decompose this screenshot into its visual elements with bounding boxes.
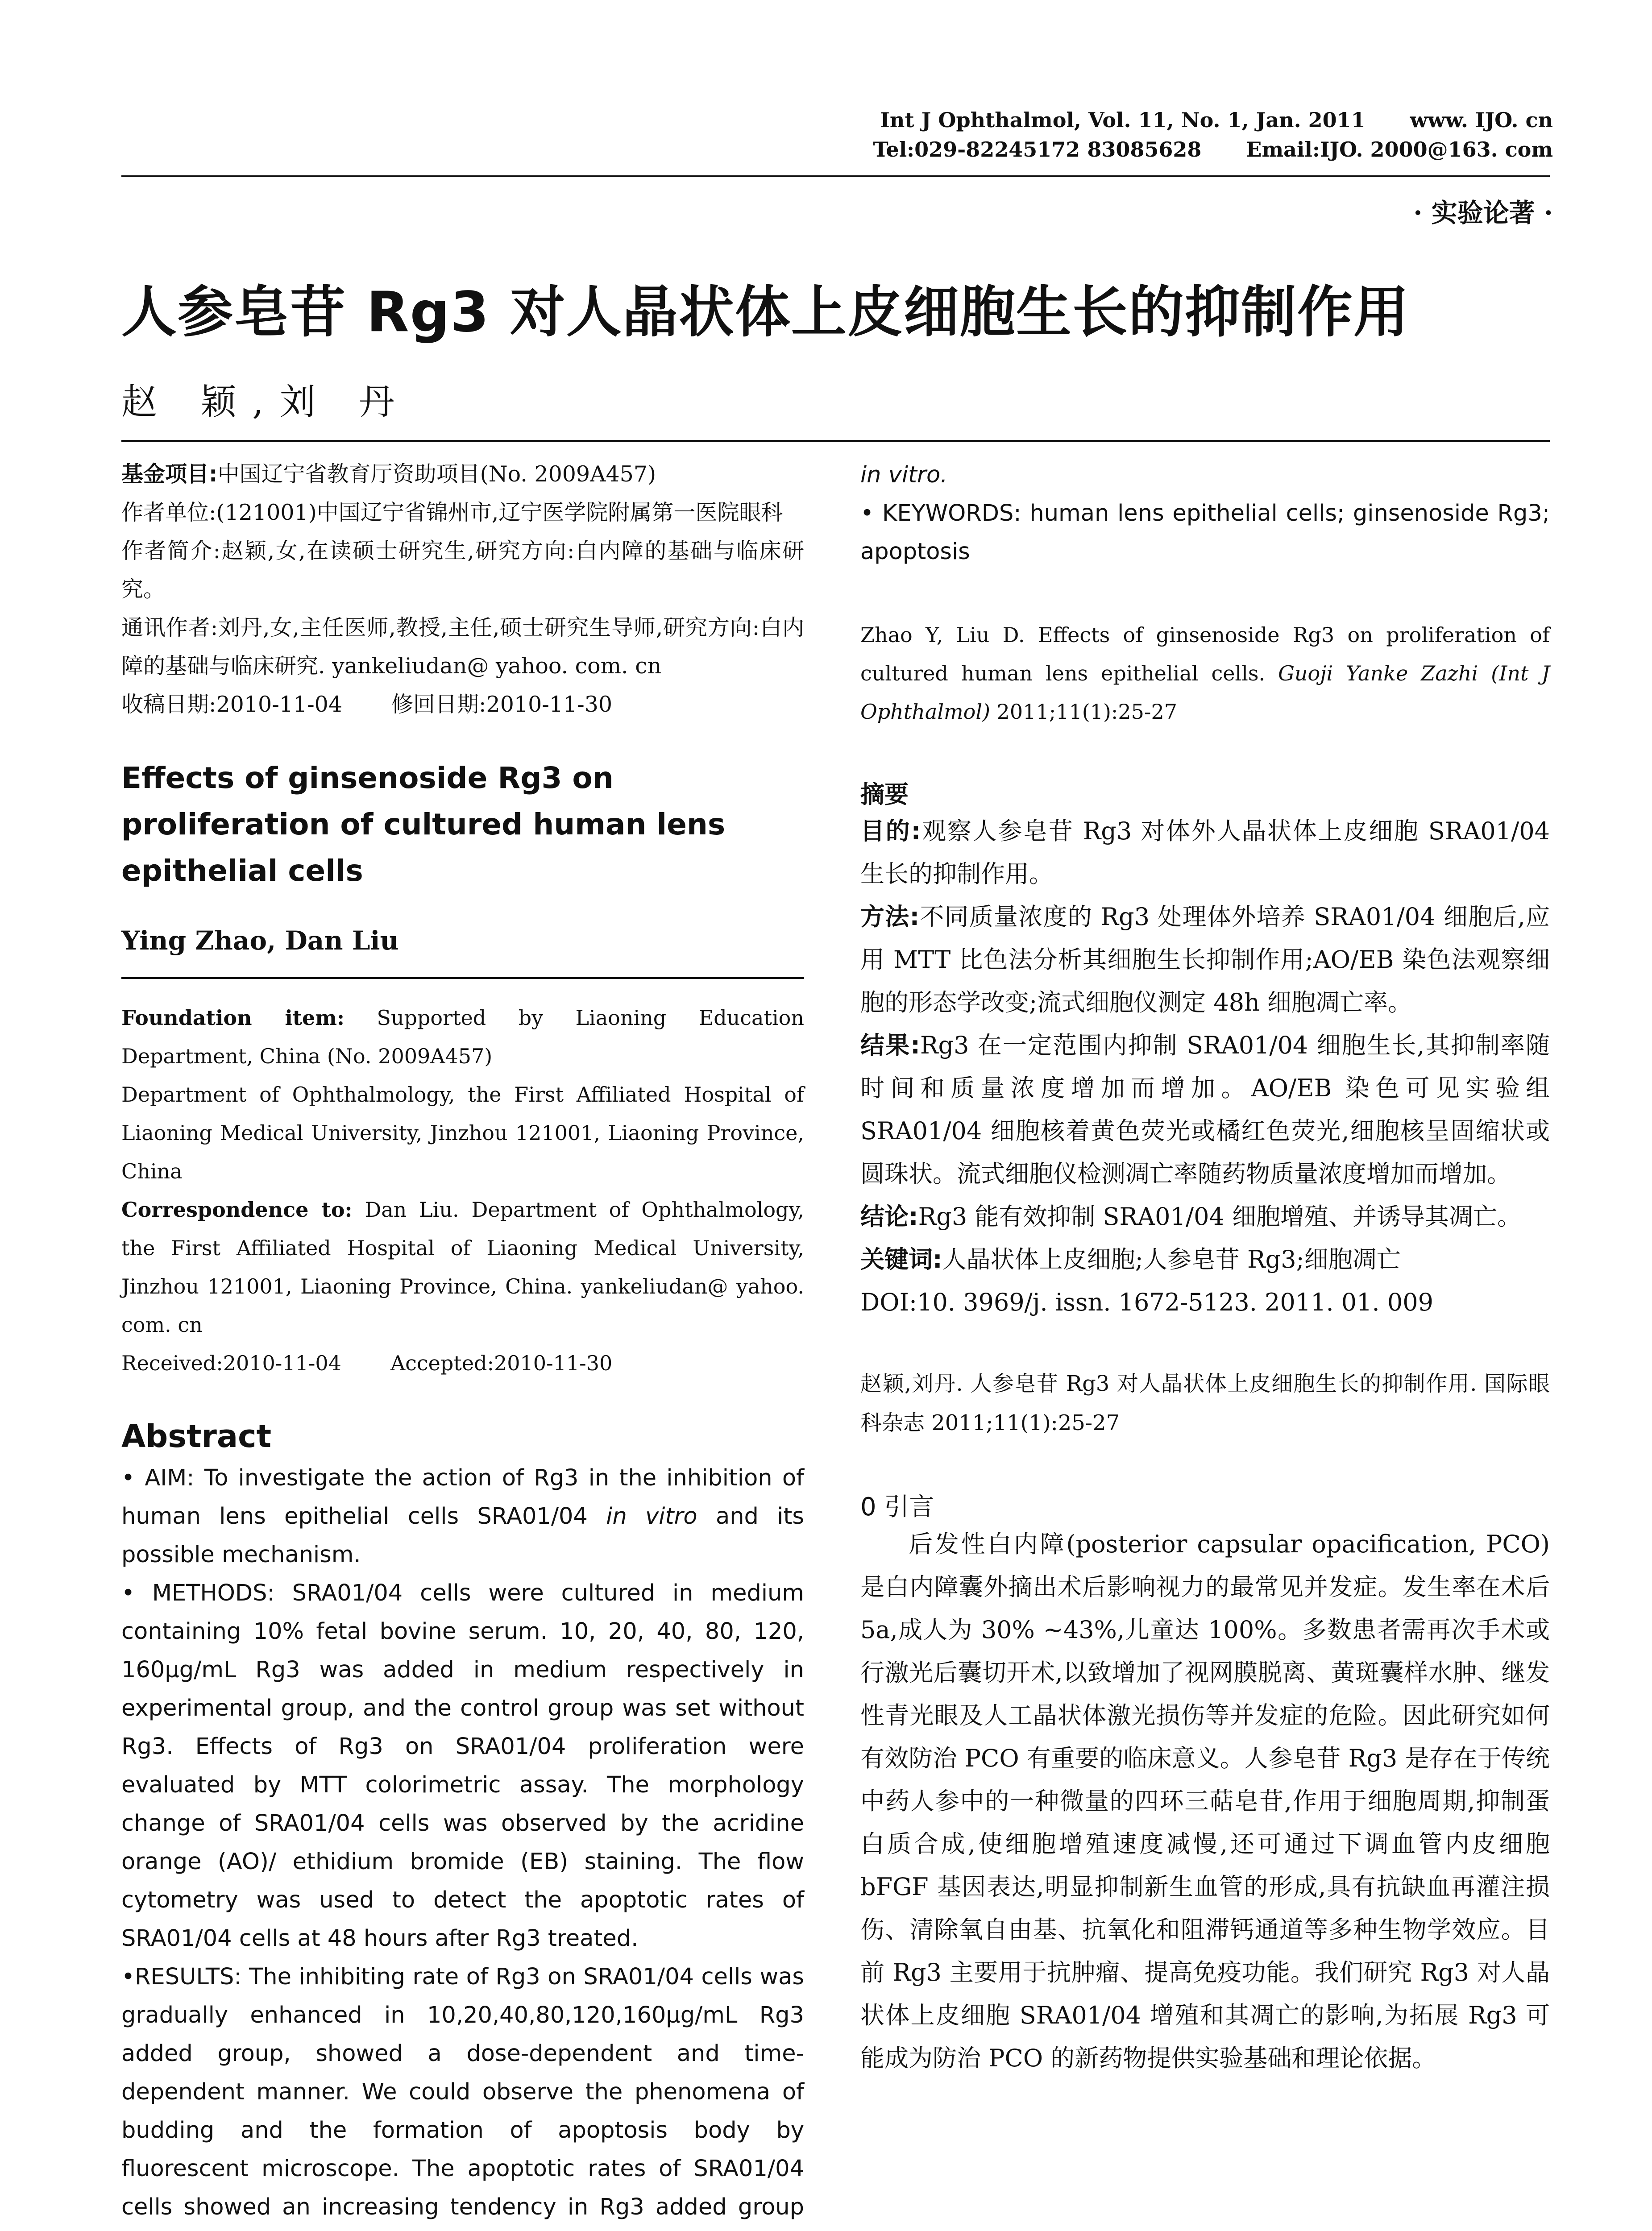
results-paragraph: •RESULTS: The inhibiting rate of Rg3 on SRA01/04 cells was gradually enhanced in 10,20,40,80,120,160μg/mL Rg3 added group, showed a dose-dependent and time-dependent manner. We could observe the phenomena of budding and the formation of apoptosis body by fluorescent microscope. The apoptotic rates of SRA01/04 cells showed an increasing tendency in Rg3 added group bbox=[121, 1964, 804, 2220]
en-corr-text: Dan Liu. Department of Ophthalmology, the First Affiliated Hospital of Liaoning Medical University, Jinzhou 121001, Liaoning Province, China. yankeliudan@ yahoo. com. cn bbox=[121, 1198, 804, 1337]
conclusion-continued: in vitro. bbox=[860, 462, 948, 488]
cn-doi: DOI:10. 3969/j. issn. 1672-5123. 2011. 01. 009 bbox=[860, 1288, 1433, 1316]
bio-text: 赵颖,女,在读硕士研究生,研究方向:白内障的基础与临床研究。 bbox=[121, 538, 804, 602]
methods-label: METHODS: bbox=[152, 1580, 275, 1606]
title-rule bbox=[121, 440, 1550, 442]
found-text: Supported by Liaoning Education Department, China (No. 2009A457) bbox=[121, 1006, 804, 1068]
keywords-paragraph: • KEYWORDS: human lens epithelial cells; ginsenoside Rg3; apoptosis bbox=[860, 500, 1550, 565]
cn-methods: 方法:不同质量浓度的 Rg3 处理体外培养 SRA01/04 细胞后,应用 MTT 比色法分析其细胞生长抑制作用;AO/EB 染色法观察细胞的形态学改变;流式细胞仪测定 48h 细胞凋亡率。 bbox=[860, 903, 1550, 1016]
bio-label: 作者简介: bbox=[121, 538, 221, 564]
found-line bbox=[121, 999, 804, 1075]
title-en: Effects of ginsenoside Rg3 on proliferation of cultured human lens epithelial cells bbox=[121, 761, 726, 888]
cn-keywords: 关键词:人晶状体上皮细胞;人参皂苷 Rg3;细胞凋亡 bbox=[860, 1245, 1401, 1273]
journal-tel: Tel:029-82245172 83085628 bbox=[873, 137, 1202, 162]
received-cn: 收稿日期:2010-11-04 bbox=[121, 692, 343, 717]
en-dates-line bbox=[121, 1344, 804, 1382]
title-cn: 人参皂苷 Rg3 对人晶状体上皮细胞生长的抑制作用 bbox=[121, 280, 1410, 344]
fund-line bbox=[121, 455, 804, 493]
journal-email: Email:IJO. 2000@163. com bbox=[1246, 137, 1553, 162]
cn-meta-block bbox=[121, 455, 804, 724]
intro-heading: 0 引言 bbox=[860, 1493, 934, 1522]
header-rule bbox=[121, 175, 1550, 177]
bio-line bbox=[121, 532, 804, 609]
authors-rule bbox=[121, 977, 804, 979]
intro-body: 后发性白内障(posterior capsular opacification, PCO)是白内障囊外摘出术后影响视力的最常见并发症。发生率在术后 5a,成人为 30% ~43%,儿童达 100%。多数患者需再次手术或行激光后囊切开术,以致增加了视网膜脱离、黄斑囊样水肿、继发性青光眼及人工晶状体激光损伤等并发症的危险。因此研究如何有效防治 PCO 有重要的临床意义。人参皂苷 Rg3 是存在于传统中药人参中的一种微量的四环三萜皂苷,作用于细胞周期,抑制蛋白质合成,使细胞增殖速度减慢,还可通过下调血管内皮细胞 bFGF 基因表达,明显抑制新生血管的形成,具有抗缺血再灌注损伤、清除氧自由基、抗氧化和阻滞钙通道等多种生物学效应。目前 Rg3 主要用于抗肿瘤、提高免疫功能。我们研究 Rg3 对人晶状体上皮细胞 SRA01/04 增殖和其凋亡的影响,为拓展 Rg3 可能成为防治 PCO 的新药物提供实验基础和理论依据。 bbox=[860, 1530, 1550, 2072]
journal-website: www. IJO. cn bbox=[1410, 108, 1553, 132]
cn-aim: 目的:观察人参皂苷 Rg3 对体外人晶状体上皮细胞 SRA01/04 生长的抑制作用。 bbox=[860, 817, 1550, 888]
section-tag: · 实验论著 · bbox=[1413, 198, 1553, 228]
en-meta-block bbox=[121, 999, 804, 1382]
cn-conclusion: 结论:Rg3 能有效抑制 SRA01/04 细胞增殖、并诱导其凋亡。 bbox=[860, 1203, 1521, 1231]
authors-en: Ying Zhao, Dan Liu bbox=[121, 925, 399, 956]
unit-label: 作者单位: bbox=[121, 500, 216, 525]
results-label: RESULTS: bbox=[135, 1964, 242, 1990]
cn-abstract-body bbox=[860, 810, 1550, 1324]
fund-text: 中国辽宁省教育厅资助项目(No. 2009A457) bbox=[217, 461, 656, 487]
en-citation: Zhao Y, Liu D. Effects of ginsenoside Rg3 on proliferation of cultured human lens epithelial cells. Guoji Yanke Zazhi (Int J Ophthalmol) 2011;11(1):25-27 bbox=[860, 623, 1550, 724]
aim-paragraph: • AIM: To investigate the action of Rg3 in the inhibition of human lens epithelial cells SRA01/04 in vitro and its possible mechanism. bbox=[121, 1465, 805, 1568]
journal-header bbox=[870, 105, 1553, 164]
dates-line bbox=[121, 685, 804, 724]
received-en: Received:2010-11-04 bbox=[121, 1351, 341, 1375]
abstract-body bbox=[121, 1459, 804, 2231]
corr-line bbox=[121, 609, 804, 685]
cn-results: 结果:Rg3 在一定范围内抑制 SRA01/04 细胞生长,其抑制率随时间和质量浓度增加而增加。AO/EB 染色可见实验组 SRA01/04 细胞核着黄色荧光或橘红色荧光,细胞核呈固缩状或圆珠状。流式细胞仪检测凋亡率随药物质量浓度增加而增加。 bbox=[860, 1031, 1550, 1188]
found-label: Foundation item: bbox=[121, 1006, 345, 1030]
unit-line bbox=[121, 493, 804, 532]
corr-text: 刘丹,女,主任医师,教授,主任,硕士研究生导师,研究方向:白内障的基础与临床研究. yankeliudan@ yahoo. com. cn bbox=[121, 615, 805, 679]
authors-cn: 赵 颖,刘 丹 bbox=[121, 381, 411, 423]
keywords-label: KEYWORDS: bbox=[882, 500, 1021, 527]
accepted-en: Accepted:2010-11-30 bbox=[390, 1351, 613, 1375]
cn-citation: 赵颖,刘丹. 人参皂苷 Rg3 对人晶状体上皮细胞生长的抑制作用. 国际眼科杂志 2011;11(1):25-27 bbox=[860, 1371, 1550, 1435]
left-column bbox=[121, 455, 804, 2231]
dept-line: Department of Ophthalmology, the First Affiliated Hospital of Liaoning Medical University, Jinzhou 121001, Liaoning Province, China bbox=[121, 1082, 804, 1183]
right-column bbox=[860, 456, 1550, 2080]
methods-paragraph: • METHODS: SRA01/04 cells were cultured in medium containing 10% fetal bovine serum. 10, 20, 40, 80, 120, 160μg/mL Rg3 was added in medium respectively in experimental group, and the control group was set without Rg3. Effects of Rg3 on SRA01/04 proliferation were evaluated by MTT colorimetric assay. The morphology change of SRA01/04 cells was observed by the acridine orange (AO)/ ethidium bromide (EB) staining. The flow cytometry was used to detect the apoptotic rates of SRA01/04 cells at 48 hours after Rg3 treated. bbox=[121, 1580, 804, 1952]
aim-label: AIM: bbox=[145, 1465, 195, 1491]
journal-line: Int J Ophthalmol, Vol. 11, No. 1, Jan. 2011 bbox=[880, 108, 1366, 132]
unit-text: (121001)中国辽宁省锦州市,辽宁医学院附属第一医院眼科 bbox=[216, 500, 783, 525]
en-corr-line bbox=[121, 1190, 804, 1344]
en-corr-label: Correspondence to: bbox=[121, 1198, 353, 1222]
cn-abstract-heading: 摘要 bbox=[860, 780, 909, 809]
abstract-heading: Abstract bbox=[121, 1418, 272, 1455]
fund-label: 基金项目: bbox=[121, 461, 218, 487]
revised-cn: 修回日期:2010-11-30 bbox=[391, 692, 613, 717]
corr-label: 通讯作者: bbox=[121, 615, 218, 640]
abstract-continued bbox=[860, 456, 1550, 571]
